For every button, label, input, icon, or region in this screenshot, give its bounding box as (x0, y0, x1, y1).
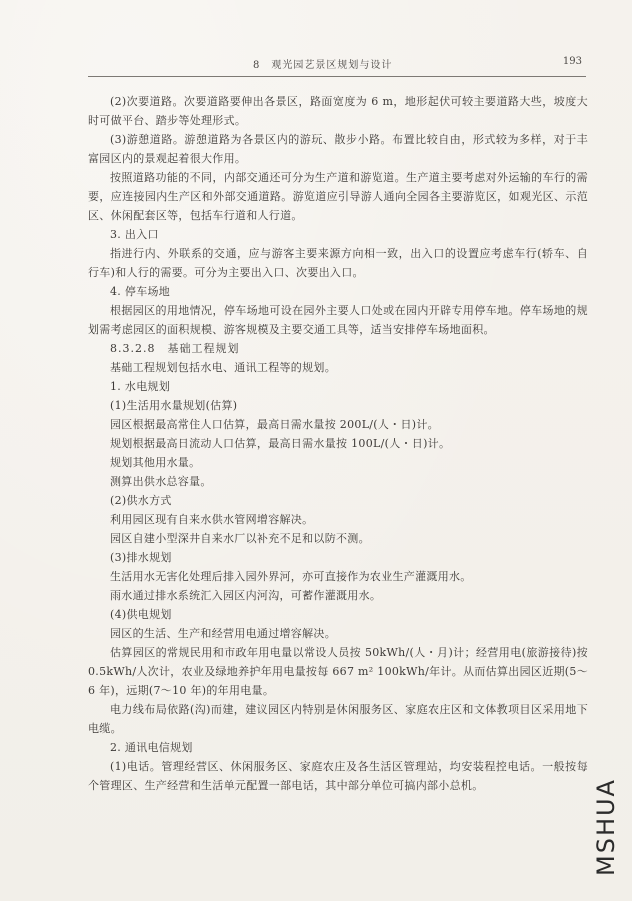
paragraph-supply-network: 利用园区现有自来水供水管网增容解决。 (110, 513, 314, 526)
paragraph-resident-water: 园区根据最高常住人口估算，最高日需水量按 200L/(人・日)计。 (110, 418, 439, 431)
heading-water-power: 1. 水电规划 (110, 380, 171, 393)
heading-telecom: 2. 通讯电信规划 (110, 741, 193, 754)
section-heading-infrastructure: 8.3.2.8 基础工程规划 (110, 342, 240, 355)
paragraph-secondary-road: (2)次要道路。次要道路要伸出各景区，路面宽度为 6 m，地形起伏可较主要道路大些，坡度大时可做平台、踏步等处理形式。 (88, 95, 588, 127)
body-text (88, 92, 588, 795)
watermark-text: MSHUA (592, 778, 621, 876)
heading-parking: 4. 停车场地 (110, 285, 171, 298)
paragraph-power-estimate: 估算园区的常规民用和市政年用电量以常设人员按 50kWh/(人・月)计；经营用电(旅游接待)按 0.5kWh/人次计，农业及绿地养护年用电量按每 667 m² 100kWh/年计。从而估算出园区近期(5～6 年)，远期(7～10 年)的年用电量。 (88, 646, 588, 697)
subheading-power-supply: (4)供电规划 (110, 608, 172, 621)
paragraph-road-function: 按照道路功能的不同，内部交通还可分为生产道和游览道。生产道主要考虑对外运输的车行的需要，应连接园内生产区和外部交通道路。游览道应引导游人通向全园各主要游览区，如观光区、示范区、休闲配套区等，包括车行道和人行道。 (88, 171, 588, 222)
paragraph-infrastructure-intro: 基础工程规划包括水电、通讯工程等的规划。 (110, 361, 336, 374)
paragraph-rainwater: 雨水通过排水系统汇入园区内河沟，可蓄作灌溉用水。 (110, 589, 382, 602)
paragraph-parking: 根据园区的用地情况，停车场地可设在园外主要人口处或在园内开辟专用停车地。停车场地的规划需考虑园区的面积规模、游客规模及主要交通工具等，适当安排停车场地面积。 (88, 304, 588, 336)
chapter-title: 8 观光园艺景区规划与设计 (253, 60, 393, 71)
paragraph-wastewater: 生活用水无害化处理后排入园外界河，亦可直接作为农业生产灌溉用水。 (110, 570, 472, 583)
paragraph-power-capacity: 园区的生活、生产和经营用电通过增容解决。 (110, 627, 336, 640)
paragraph-entrance: 指进行内、外联系的交通，应与游客主要来源方向相一致，出入口的设置应考虑车行(轿车、自行车)和人行的需要。可分为主要出入口、次要出入口。 (88, 247, 588, 279)
header-divider (88, 76, 586, 77)
running-header (88, 56, 592, 74)
heading-entrance: 3. 出入口 (110, 228, 159, 241)
subheading-drainage: (3)排水规划 (110, 551, 172, 564)
paragraph-deep-well: 园区自建小型深井自来水厂以补充不足和以防不测。 (110, 532, 370, 545)
watermark-logo (586, 767, 626, 887)
paragraph-power-lines: 电力线布局依路(沟)而建，建议园区内特别是休闲服务区、家庭农庄区和文体教项目区采用地下电缆。 (88, 703, 588, 735)
subheading-water-usage: (1)生活用水量规划(估算) (110, 399, 238, 412)
paragraph-other-water: 规划其他用水量。 (110, 456, 201, 469)
subheading-water-supply: (2)供水方式 (110, 494, 172, 507)
paragraph-total-capacity: 测算出供水总容量。 (110, 475, 212, 488)
page-number: 193 (562, 56, 582, 67)
paragraph-telephone: (1)电话。管理经营区、休闲服务区、家庭农庄及各生活区管理站，均安装程控电话。一般按每个管理区、生产经营和生活单元配置一部电话，其中部分单位可搞内部小总机。 (88, 760, 588, 792)
paragraph-visitor-water: 规划根据最高日流动人口估算，最高日需水量按 100L/(人・日)计。 (110, 437, 451, 450)
paragraph-leisure-road: (3)游憩道路。游憩道路为各景区内的游玩、散步小路。布置比较自由，形式较为多样，对于丰富园区内的景观起着很大作用。 (88, 133, 588, 165)
